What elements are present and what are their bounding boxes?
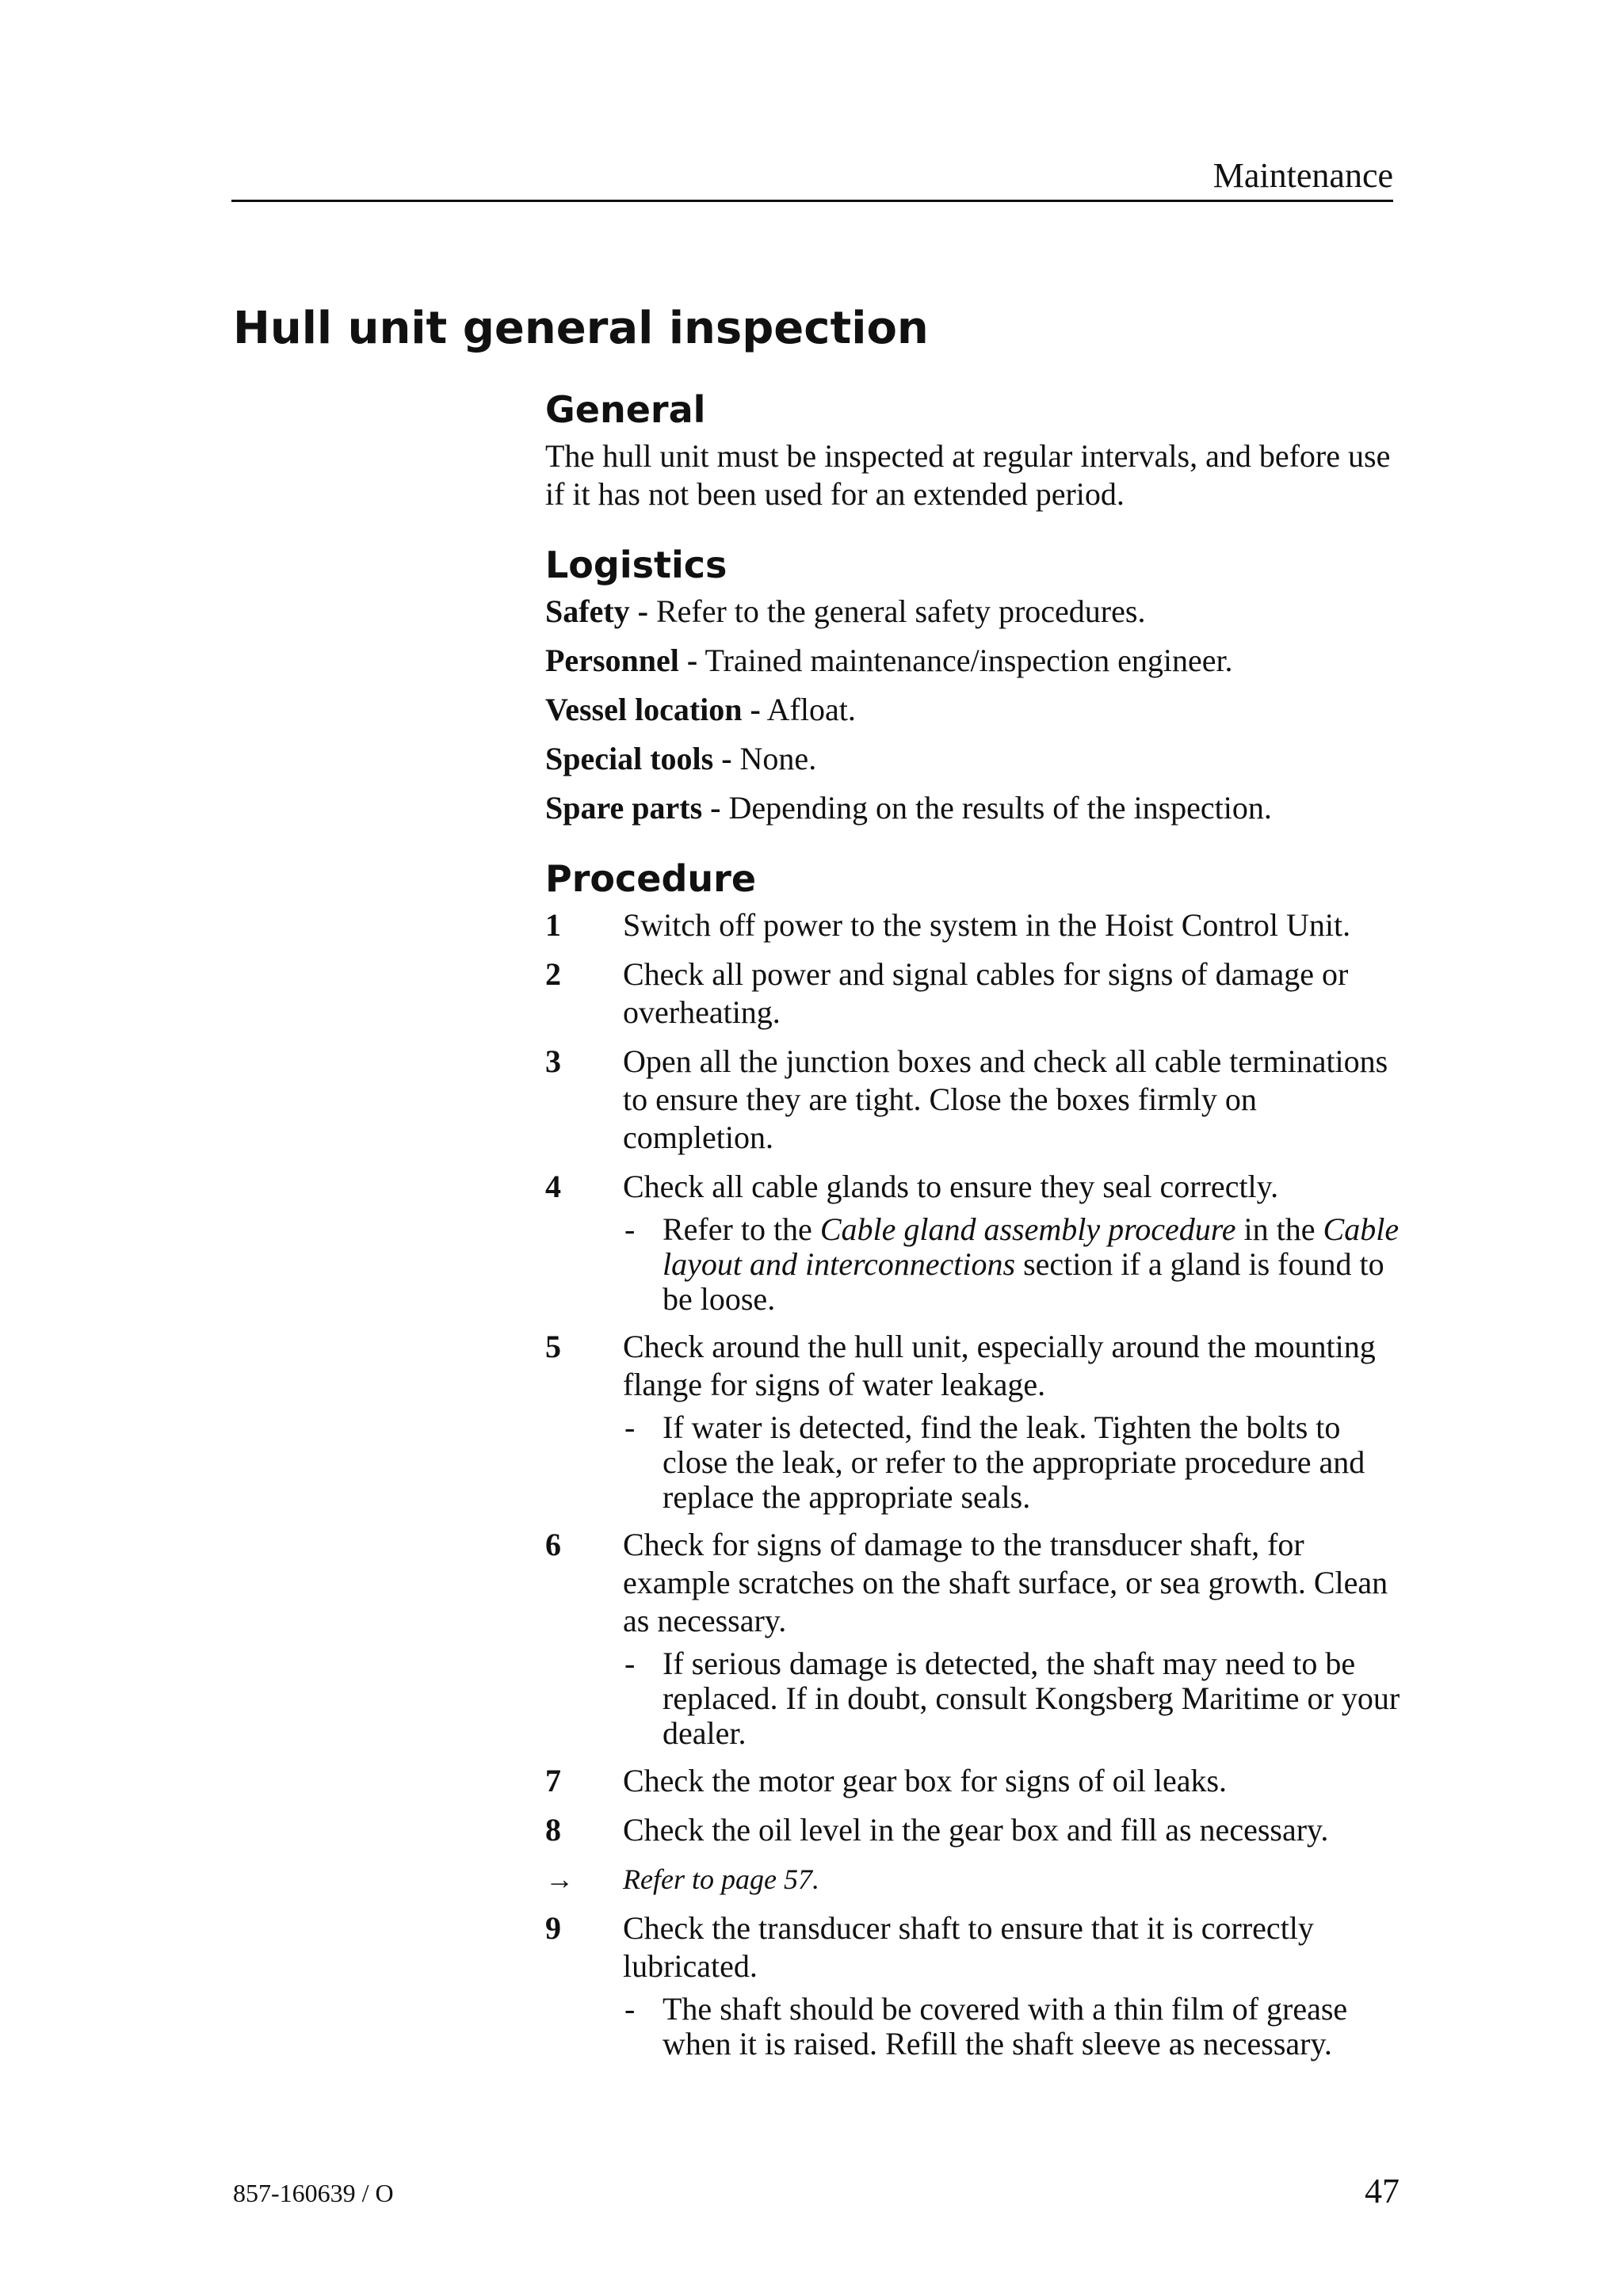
procedure-step-5 <box>545 1328 1401 1515</box>
step-text: Switch off power to the system in the Hoist Control Unit. <box>623 907 1351 943</box>
step-number: 2 <box>545 956 561 992</box>
logistics-label: Safety - <box>545 593 648 629</box>
cross-reference-title: Cable gland assembly procedure <box>819 1211 1236 1247</box>
running-header: Maintenance <box>1212 156 1393 195</box>
document-number: 857-160639 / O <box>233 2179 394 2207</box>
procedure-step-3 <box>545 1043 1401 1157</box>
logistics-item-special-tools <box>545 740 1401 778</box>
step-text: Check the motor gear box for signs of oil leaks. <box>623 1763 1228 1798</box>
step-number: 4 <box>545 1169 561 1204</box>
content-column <box>545 383 1401 2087</box>
procedure-step-8 <box>545 1811 1401 1849</box>
logistics-value: Afloat. <box>760 692 856 727</box>
procedure-step-7 <box>545 1762 1401 1800</box>
logistics-item-safety <box>545 593 1401 631</box>
step-number: 1 <box>545 907 561 943</box>
sub-text-part: section if a gland is found to be loose. <box>663 1246 1384 1317</box>
step-sub-item <box>623 1992 1401 2061</box>
step-number: 7 <box>545 1763 561 1798</box>
step-sub-item <box>623 1646 1401 1751</box>
step-number: 3 <box>545 1043 561 1079</box>
sub-text: If serious damage is detected, the shaft may need to be replaced. If in doubt, consult Kongsberg Maritime or your dealer. <box>663 1646 1400 1751</box>
step-number: 9 <box>545 1910 561 1946</box>
note-text: Refer to page 57. <box>623 1863 819 1895</box>
header-rule <box>231 200 1393 202</box>
sub-text: If water is detected, find the leak. Tighten the bolts to close the leak, or refer to the appropriate procedure and replace the appropriate seals. <box>663 1409 1365 1515</box>
general-text: The hull unit must be inspected at regular intervals, and before use if it has not been used for an extended period. <box>545 438 1391 512</box>
logistics-label: Special tools - <box>545 741 732 776</box>
logistics-value: Refer to the general safety procedures. <box>647 593 1146 629</box>
general-heading: General <box>545 388 706 431</box>
dash-bullet: - <box>624 1409 636 1445</box>
dash-bullet: - <box>624 1646 636 1681</box>
logistics-label: Spare parts - <box>545 790 721 826</box>
procedure-step-1 <box>545 906 1401 944</box>
step-number: 5 <box>545 1329 561 1364</box>
step-text: Check for signs of damage to the transducer shaft, for example scratches on the shaft surface, or sea growth. Clean as necessary. <box>623 1527 1388 1638</box>
sub-text-part: Refer to the <box>663 1211 820 1247</box>
logistics-item-vessel-location <box>545 691 1401 729</box>
step-text: Check the transducer shaft to ensure that it is correctly lubricated. <box>623 1910 1314 1984</box>
step-text: Check the oil level in the gear box and fill as necessary. <box>623 1812 1329 1848</box>
step-sub-item <box>623 1212 1401 1317</box>
procedure-step-6 <box>545 1526 1401 1751</box>
logistics-heading: Logistics <box>545 543 727 586</box>
arrow-right-icon: → <box>545 1863 574 1895</box>
logistics-value: Depending on the results of the inspection. <box>720 790 1272 826</box>
step-text: Check all power and signal cables for signs of damage or overheating. <box>623 956 1349 1030</box>
step-text: Open all the junction boxes and check all cable terminations to ensure they are tight. Close the boxes firmly on completion. <box>623 1043 1388 1155</box>
step-number: 8 <box>545 1812 561 1848</box>
logistics-item-personnel <box>545 642 1401 680</box>
procedure-heading: Procedure <box>545 857 757 900</box>
procedure-step-2 <box>545 955 1401 1032</box>
sub-text-part: in the <box>1235 1211 1323 1247</box>
logistics-item-spare-parts <box>545 789 1401 827</box>
general-section <box>545 383 1401 513</box>
step-number: 6 <box>545 1527 561 1562</box>
page-reference-note <box>545 1860 1401 1898</box>
page-number: 47 <box>1365 2172 1400 2210</box>
dash-bullet: - <box>624 1991 636 2027</box>
sub-text: The shaft should be covered with a thin film of grease when it is raised. Refill the shaft sleeve as necessary. <box>663 1991 1348 2061</box>
step-sub-item <box>623 1410 1401 1515</box>
logistics-value: None. <box>731 741 817 776</box>
cross-reference-section: Cable layout and interconnections <box>663 1211 1400 1282</box>
dash-bullet: - <box>624 1211 636 1247</box>
logistics-label: Personnel - <box>545 643 698 678</box>
logistics-label: Vessel location - <box>545 692 761 727</box>
procedure-step-9 <box>545 1909 1401 2061</box>
logistics-value: Trained maintenance/inspection engineer. <box>697 643 1233 678</box>
procedure-step-4 <box>545 1168 1401 1317</box>
step-text: Check around the hull unit, especially around the mounting flange for signs of water leakage. <box>623 1329 1376 1402</box>
procedure-section <box>545 852 1401 2061</box>
page-title: Hull unit general inspection <box>233 303 929 354</box>
step-text: Check all cable glands to ensure they seal correctly. <box>623 1169 1279 1204</box>
logistics-section <box>545 539 1401 827</box>
